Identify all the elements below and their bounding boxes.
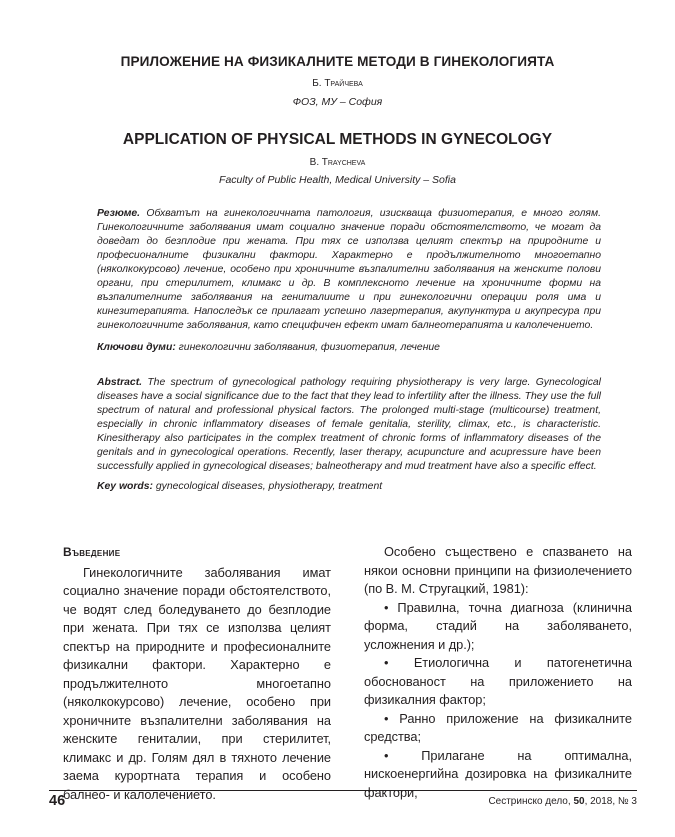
- author-bg: Б. Трайчева: [312, 78, 363, 89]
- footer-divider: [49, 790, 637, 791]
- principles-paragraph: Особено съществено е спазването на някои основни принципи на физиолечението (по В. М. Стругацкий, 1981):: [364, 544, 632, 596]
- keywords-bg-label: Ключови думи:: [97, 342, 176, 353]
- author-en: B. Traycheva: [309, 157, 366, 168]
- keywords-en-text: gynecological diseases, physiotherapy, treatment: [153, 481, 383, 492]
- affiliation-en: Faculty of Public Health, Medical University – Sofia: [219, 174, 456, 186]
- article-title-bg: ПРИЛОЖЕНИЕ НА ФИЗИКАЛНИТЕ МЕТОДИ В ГИНЕКОЛОГИЯТА: [120, 54, 555, 69]
- abstract-bg-text: Обхватът на гинекологичната патология, изискваща физиотерапия, е много голям. Гинекологичните заболявания имат социално значение поради обстоятелството, че могат да доведат до безплодие при жената. При тях се използва целият спектър на природните и професионалните физикални фактори. Характерно е продължителното многоетапно (няколкокурсово) лечение, особено при хроничните възпалителни заболявания на женските полови органи, при стерилитет, климакс и др. В комплексното лечение на хроничните форми на възпалителните заболявания на гениталиите и при гинекологични операции роля има и кинезитерапията. Напоследък се прилагат успешно лазертерапия, акупунктура и акупресура при гинекологичните заболявания, като специфичен ефект имат балнеотерапията и калолечението.: [97, 208, 601, 331]
- list-item: • Етиологична и патогенетична обоснованост на приложението на физикалния фактор;: [364, 655, 632, 707]
- section-heading-introduction: Въведение: [63, 545, 121, 559]
- journal-citation: [488, 796, 637, 807]
- keywords-en-label: Key words:: [97, 481, 154, 492]
- list-item: • Правилна, точна диагноза (клинична форма, стадий на заболяването, усложнения и др.);: [364, 599, 632, 652]
- list-item: • Прилагане на оптимална, нискоенергийна дозировка на физикалните фактори,: [364, 747, 632, 800]
- keywords-bg-text: гинекологични заболявания, физиотерапия, лечение: [175, 342, 440, 353]
- journal-name: Сестринско дело,: [488, 796, 574, 807]
- abstract-bg-label: Резюме.: [97, 208, 141, 219]
- list-item: • Ранно приложение на физикалните средства;: [364, 710, 632, 744]
- abstract-bg: [97, 207, 601, 333]
- abstract-en-label: Abstract.: [97, 377, 143, 388]
- affiliation-bg: ФОЗ, МУ – София: [292, 96, 383, 108]
- intro-paragraph: Гинекологичните заболявания имат социално значение поради обстоятелството, че водят след боледуването до безплодие при жената. При тях се използва целият спектър на природните и професионалните физикални фактори. Характерно е продължителното многоетапно (няколкокурсово) лечение, особено при хроничните възпалителни заболявания на женските гениталии, при стерилитет, климакс и др. Голям дял в тяхното лечение заема курортната терапия и особено балнео- и калолечението.: [63, 564, 331, 802]
- keywords-bg: [97, 342, 601, 353]
- abstract-en: [97, 376, 601, 474]
- journal-year-issue: , 2018, № 3: [584, 796, 637, 807]
- left-column: [63, 543, 331, 804]
- keywords-en: [97, 481, 601, 492]
- journal-volume: 50: [573, 796, 585, 807]
- abstract-en-text: The spectrum of gynecological pathology requiring physiotherapy is very large. Gynecological diseases have a social significance due to the fact that they lead to infertility after the illness. They use the full spectrum of natural and professional physical factors. The prolonged multi-stage (multicourse) treatment, especially in chronic inflammatory diseases of female genitalia, sterility, climax, etc., is characteristic. Kinesitherapy also participates in the complex treatment of chronic forms of inflammatory diseases of the genitals and in gynecological operations. Recently, laser therapy, acupuncture and acupressure have been successfully applied in gynecological diseases; balneotherapy and mud treatment have also a specific effect.: [97, 377, 601, 472]
- page-number: 46: [49, 793, 66, 809]
- article-title-en: APPLICATION OF PHYSICAL METHODS IN GYNECOLOGY: [122, 131, 553, 148]
- right-column: [364, 543, 632, 802]
